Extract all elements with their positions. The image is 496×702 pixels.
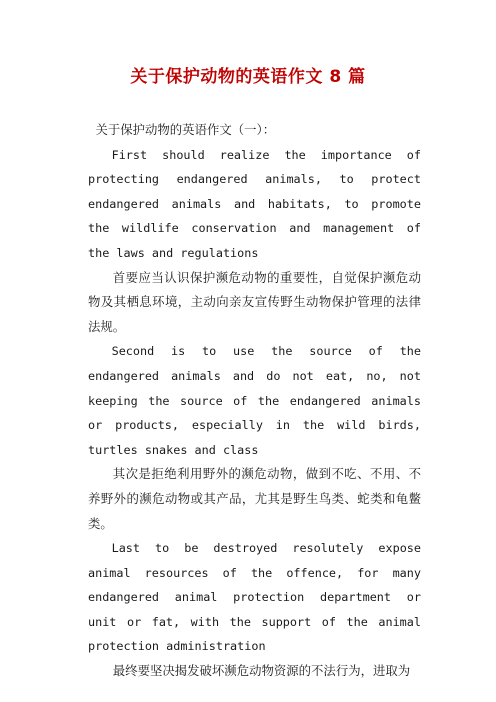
paragraph-chinese-3: 最终要坚决揭发破坏濒危动物资源的不法行为，进取为 <box>112 663 411 679</box>
document-title: 关于保护动物的英语作文 8 篇 <box>130 67 366 87</box>
paragraph-english-2: Second is to use the source of the endangered animals and do not eat, no, not keeping the source of the endangered animals or products, especially in the wild birds, turtles snakes and class <box>88 344 421 457</box>
paragraph-chinese-1: 首要应当认识保护濒危动物的重要性，自觉保护濒危动物及其栖息环境，主动向亲友宣传野生动物保护管理的法律法规。 <box>88 269 421 334</box>
paragraph-english-1: First should realize the importance of protecting endangered animals, to protect endangered animals and habitats, to promote the wildlife conservation and management of the laws and regulations <box>88 147 421 260</box>
document-body <box>88 118 421 684</box>
section-heading: 关于保护动物的英语作文（一）： <box>95 122 276 137</box>
paragraph-chinese-2: 其次是拒绝利用野外的濒危动物，做到不吃、不用、不养野外的濒危动物或其产品，尤其是野生鸟类、蛇类和龟鳖类。 <box>88 466 421 531</box>
paragraph-english-3: Last to be destroyed resolutely expose animal resources of the offence, for many endangered animal protection department or unit or fat, with the support of the animal protection administration <box>88 541 421 654</box>
